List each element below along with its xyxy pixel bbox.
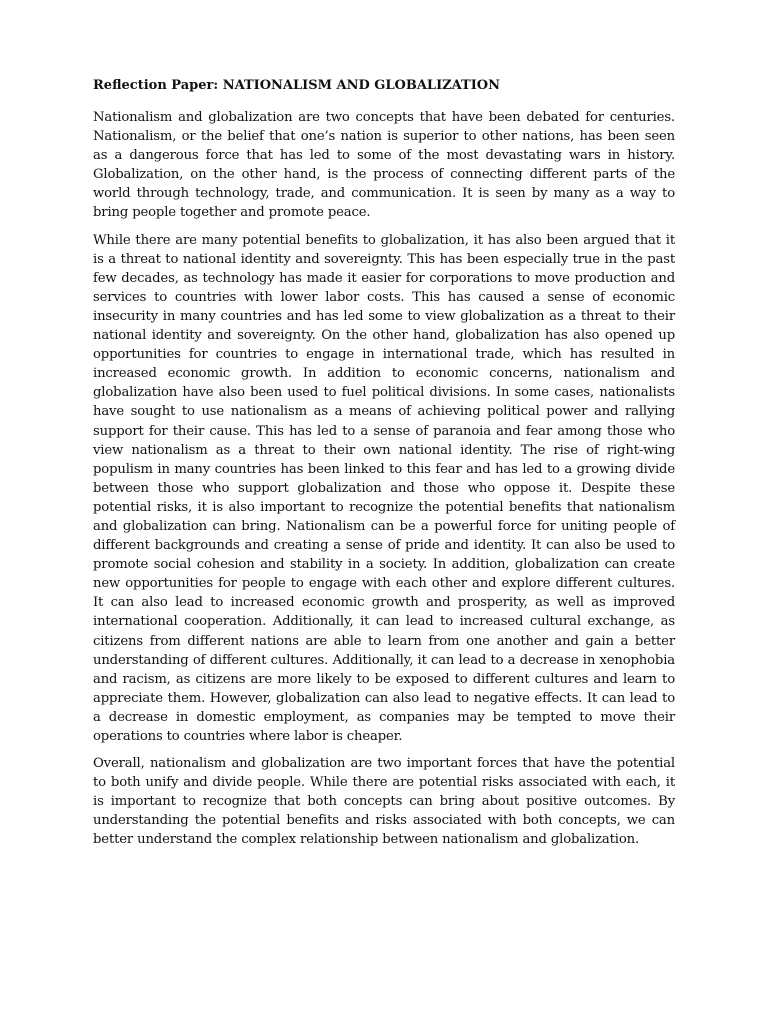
document-title: Reflection Paper: NATIONALISM AND GLOBALIZATION (93, 78, 500, 93)
paragraph-conclusion: Overall, nationalism and globalization are two important forces that have the potential to both unify and divide people. While there are potential risks associated with each, it is important to recognize that both concepts can bring about positive outcomes. By understanding the potential benefits and risks associated with both concepts, we can better understand the complex relationship between nationalism and globalization. (93, 756, 675, 848)
paragraph-body: While there are many potential benefits to globalization, it has also been argued that it is a threat to national identity and sovereignty. This has been especially true in the past few decades, as technology has made it easier for corporations to move production and services to countries with lower labor costs. This has caused a sense of economic insecurity in many countries and has led some to view globalization as a threat to their national identity and sovereignty. On the other hand, globalization has also opened up opportunities for countries to engage in international trade, which has resulted in increased economic growth. In addition to economic concerns, nationalism and globalization have also been used to fuel political divisions. In some cases, nationalists have sought to use nationalism as a means of achieving political power and rallying support for their cause. This has led to a sense of paranoia and fear among those who view nationalism as a threat to their own national identity. The rise of right-wing populism in many countries has been linked to this fear and has led to a growing divide between those who support globalization and those who oppose it. Despite these potential risks, it is also important to recognize the potential benefits that nationalism and globalization can bring. Nationalism can be a powerful force for uniting people of different backgrounds and creating a sense of pride and identity. It can also be used to promote social cohesion and stability in a society. In addition, globalization can create new opportunities for people to engage with each other and explore different cultures. It can also lead to increased economic growth and prosperity, as well as improved international cooperation. Additionally, it can lead to increased cultural exchange, as citizens from different nations are able to learn from one another and gain a better understanding of different cultures. Additionally, it can lead to a decrease in xenophobia and racism, as citizens are more likely to be exposed to different cultures and learn to appreciate them. However, globalization can also lead to negative effects. It can lead to a decrease in domestic employment, as companies may be tempted to move their operations to countries where labor is cheaper. (93, 232, 675, 744)
document-page (93, 76, 675, 858)
paragraph-intro: Nationalism and globalization are two concepts that have been debated for centuries. Nationalism, or the belief that one’s nation is superior to other nations, has been seen as a dangerous force that has led to some of the most devastating wars in history. Globalization, on the other hand, is the process of connecting different parts of the world through technology, trade, and communication. It is seen by many as a way to bring people together and promote peace. (93, 110, 675, 221)
